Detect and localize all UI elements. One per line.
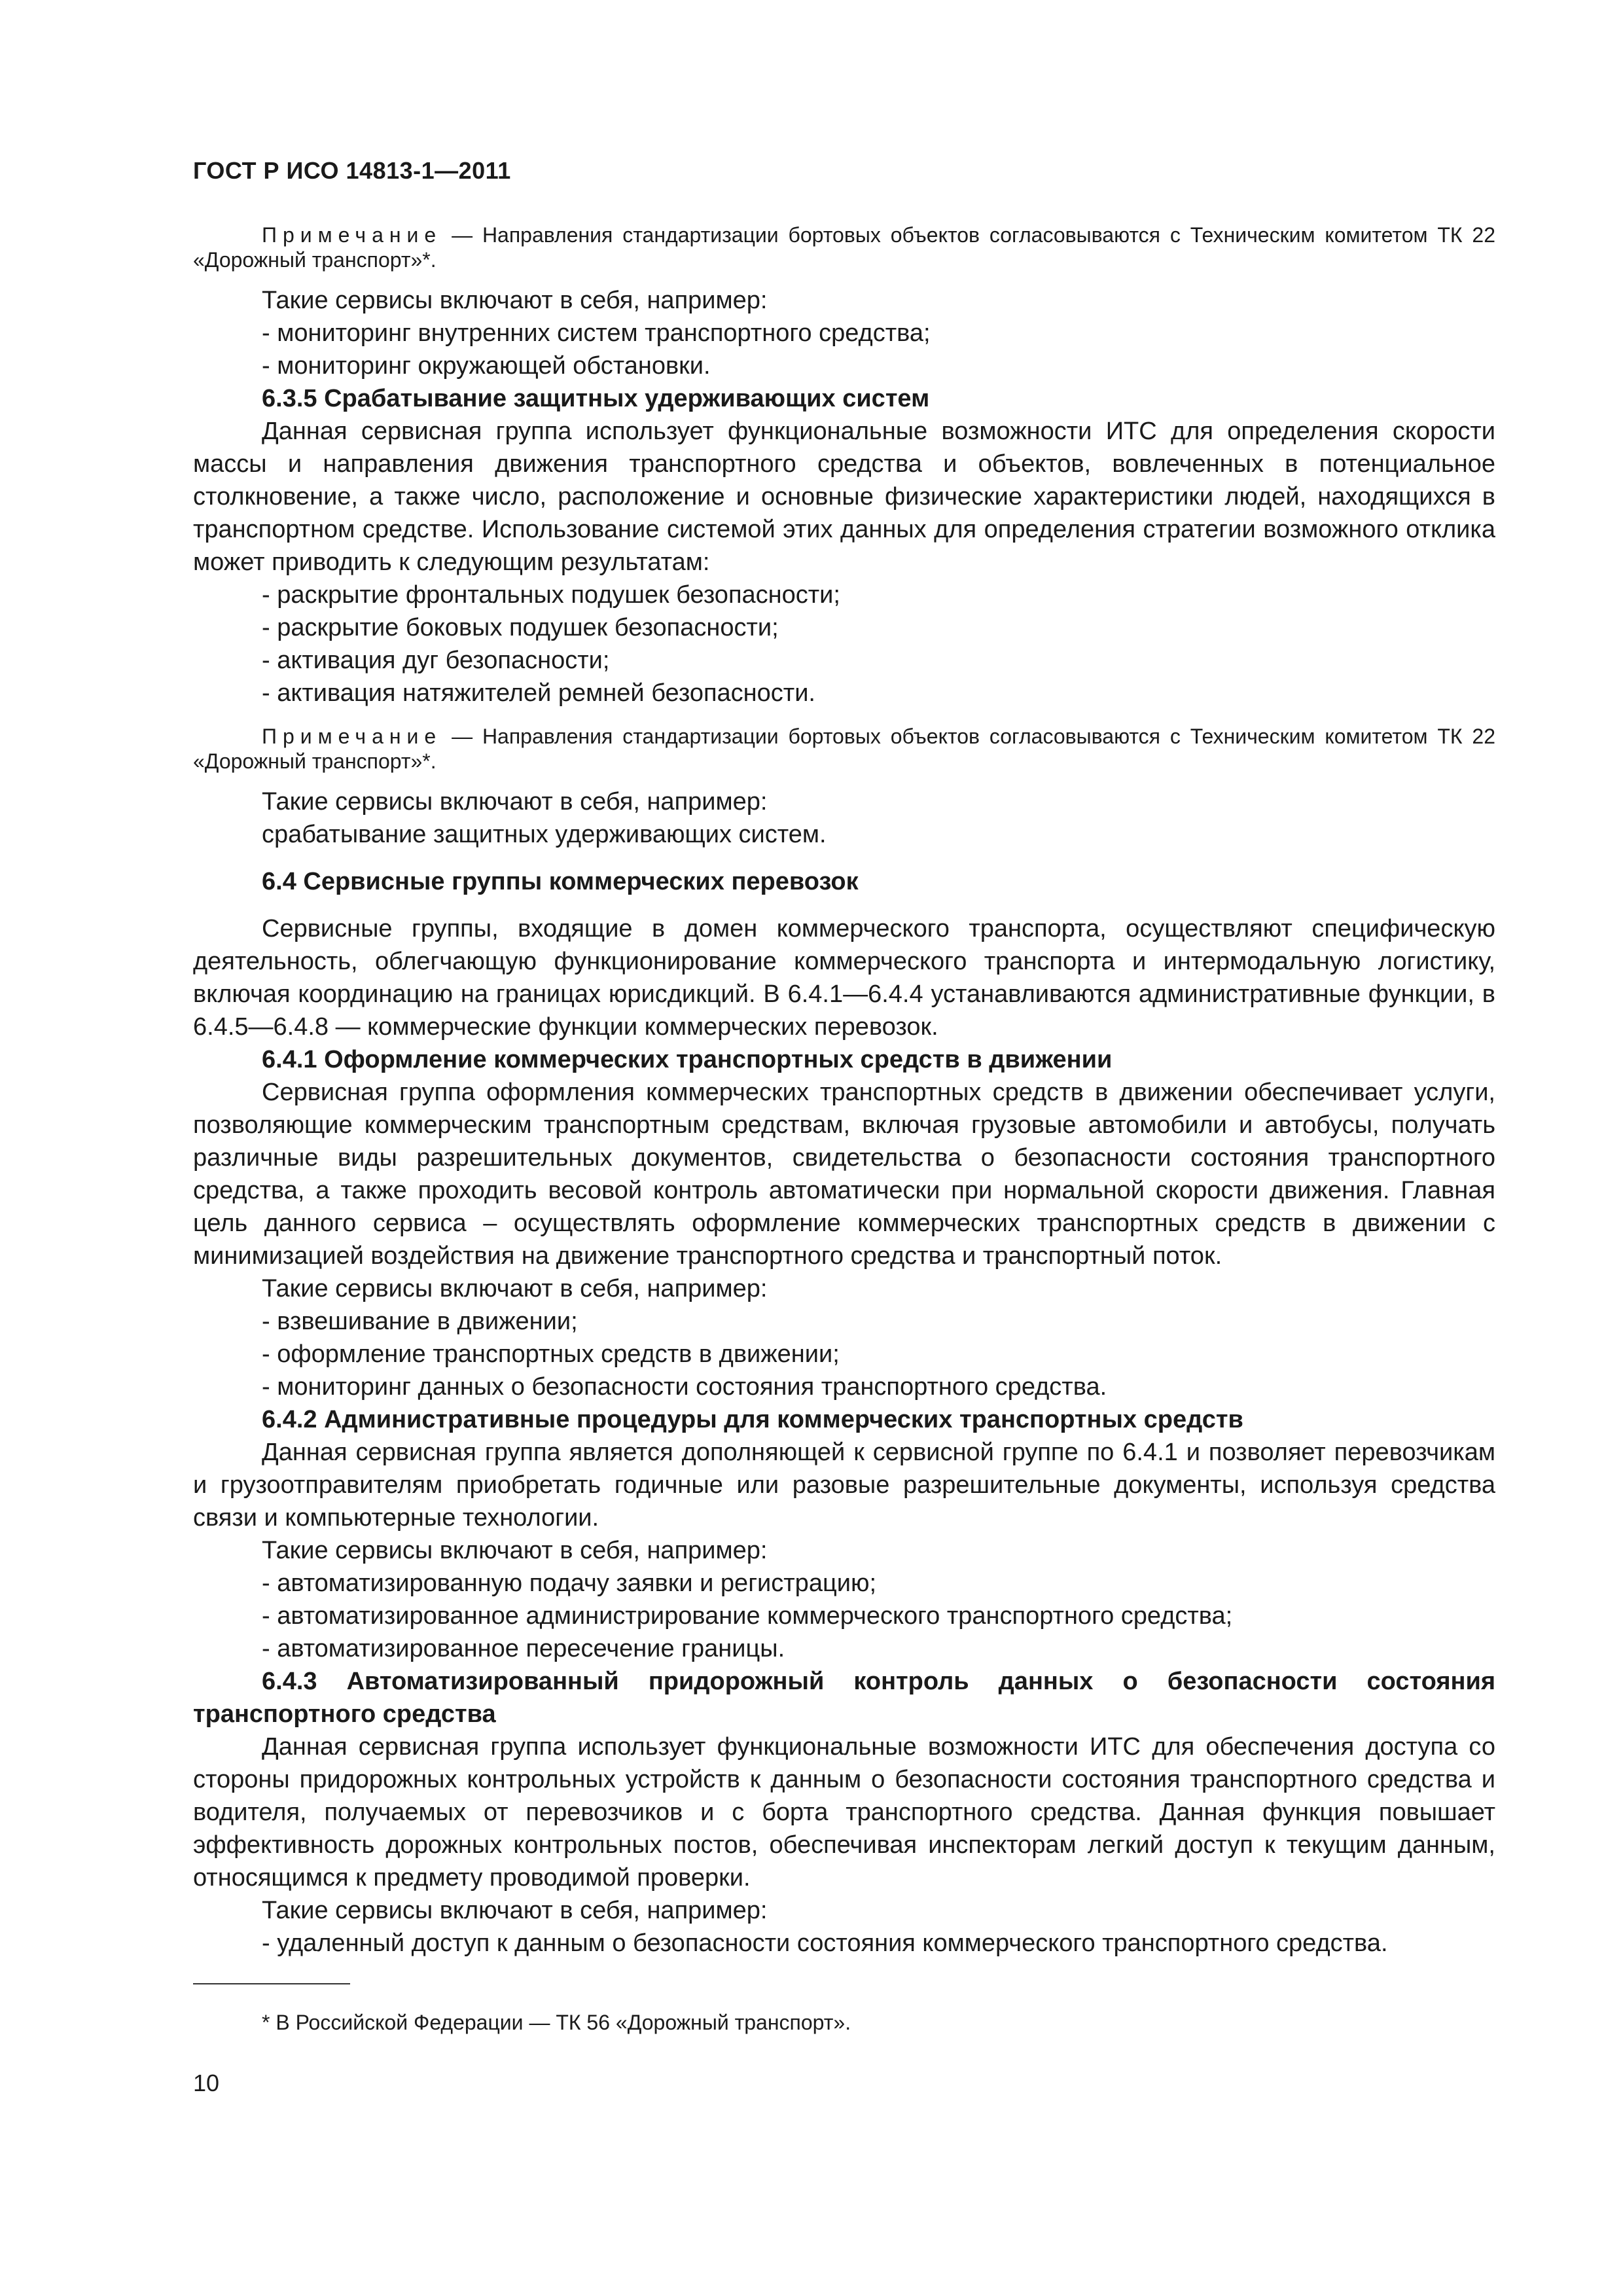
- list-item: - мониторинг данных о безопасности состояния транспортного средства.: [262, 1373, 1107, 1401]
- section-heading-6-4-1: 6.4.1 Оформление коммерческих транспортных средств в движении: [262, 1046, 1113, 1073]
- paragraph-intro: Такие сервисы включают в себя, например:: [262, 1897, 768, 1924]
- document-header: ГОСТ Р ИСО 14813-1—2011: [193, 157, 511, 184]
- note-label: Примечание: [262, 725, 442, 748]
- note-text: — Направления стандартизации бортовых объектов согласовываются с Техническим комитетом ТК 22 «Дорожный транспорт»*.: [193, 223, 1495, 272]
- footnote: * В Российской Федерации — ТК 56 «Дорожный транспорт».: [262, 2011, 851, 2034]
- paragraph-item: срабатывание защитных удерживающих систем.: [262, 821, 827, 848]
- list-item: - активация натяжителей ремней безопасности.: [262, 679, 815, 707]
- footnote-divider: [193, 1983, 350, 1984]
- bullet-list: [193, 1305, 1495, 1403]
- paragraph-6-4: Сервисные группы, входящие в домен коммерческого транспорта, осуществляют специфическую деятельность, облегчающую функционирование коммерческого транспорта и интермодальную логистику, включая координацию на границах юрисдикций. В 6.4.1—6.4.4 устанавливаются административные функции, в 6.4.5—6.4.8 — коммерческие функции коммерческих перевозок.: [193, 915, 1495, 1041]
- note-text: — Направления стандартизации бортовых объектов согласовываются с Техническим комитетом ТК 22 «Дорожный транспорт»*.: [193, 725, 1495, 773]
- paragraph-intro: Такие сервисы включают в себя, например:: [262, 788, 768, 816]
- paragraph-intro: Такие сервисы включают в себя, например:: [262, 287, 768, 314]
- list-item: - автоматизированную подачу заявки и регистрацию;: [262, 1570, 876, 1597]
- document-body: [193, 223, 1495, 1960]
- bullet-list: [193, 317, 1495, 382]
- list-item: - взвешивание в движении;: [262, 1308, 578, 1335]
- list-item: - активация дуг безопасности;: [262, 647, 610, 674]
- list-item: - удаленный доступ к данным о безопасности состояния коммерческого транспортного средства.: [262, 1929, 1388, 1957]
- list-item: - раскрытие фронтальных подушек безопасности;: [262, 581, 840, 609]
- note-label: Примечание: [262, 223, 442, 247]
- bullet-list: [193, 1567, 1495, 1665]
- section-heading-6-3-5: 6.3.5 Срабатывание защитных удерживающих систем: [262, 385, 930, 412]
- list-item: - мониторинг окружающей обстановки.: [262, 352, 711, 380]
- list-item: - автоматизированное пересечение границы.: [262, 1635, 785, 1662]
- page-number: 10: [193, 2070, 220, 2096]
- paragraph-6-4-1: Сервисная группа оформления коммерческих транспортных средств в движении обеспечивает услуги, позволяющие коммерческим транспортным средствам, включая грузовые автомобили и автобусы, получать различные виды разрешительных документов, свидетельства о безопасности состояния транспортного средства, а также проходить весовой контроль автоматически при нормальной скорости движения. Главная цель данного сервиса – осуществлять оформление коммерческих транспортных средств в движении с минимизацией воздействия на движение транспортного средства и транспортный поток.: [193, 1079, 1495, 1270]
- paragraph-6-4-2: Данная сервисная группа является дополняющей к сервисной группе по 6.4.1 и позволяет перевозчикам и грузоотправителям приобретать годичные или разовые разрешительные документы, используя средства связи и компьютерные технологии.: [193, 1439, 1495, 1532]
- paragraph-6-3-5: Данная сервисная группа использует функциональные возможности ИТС для определения скорости массы и направления движения транспортного средства и объектов, вовлеченных в потенциальное столкновение, а также число, расположение и основные физические характеристики людей, находящихся в транспортном средстве. Использование системой этих данных для определения стратегии возможного отклика может приводить к следующим результатам:: [193, 418, 1495, 576]
- section-heading-6-4: 6.4 Сервисные группы коммерческих перевозок: [262, 868, 859, 895]
- list-item: - раскрытие боковых подушек безопасности;: [262, 614, 779, 641]
- list-item: - автоматизированное администрирование коммерческого транспортного средства;: [262, 1602, 1233, 1630]
- bullet-list: [193, 1927, 1495, 1960]
- section-heading-6-4-3: 6.4.3 Автоматизированный придорожный контроль данных о безопасности состояния транспортного средства: [193, 1668, 1495, 1728]
- paragraph-intro: Такие сервисы включают в себя, например:: [262, 1537, 768, 1564]
- list-item: - оформление транспортных средств в движении;: [262, 1340, 840, 1368]
- note-paragraph: [193, 724, 1495, 774]
- list-item: - мониторинг внутренних систем транспортного средства;: [262, 319, 931, 347]
- paragraph-intro: Такие сервисы включают в себя, например:: [262, 1275, 768, 1302]
- bullet-list: [193, 579, 1495, 709]
- paragraph-6-4-3: Данная сервисная группа использует функциональные возможности ИТС для обеспечения доступа со стороны придорожных контрольных устройств к данным о безопасности состояния транспортного средства и водителя, получаемых от перевозчиков и с борта транспортного средства. Данная функция повышает эффективность дорожных контрольных постов, обеспечивая инспекторам легкий доступ к текущим данным, относящимся к предмету проводимой проверки.: [193, 1733, 1495, 1892]
- section-heading-6-4-2: 6.4.2 Административные процедуры для коммерческих транспортных средств: [262, 1406, 1243, 1433]
- note-paragraph: [193, 223, 1495, 272]
